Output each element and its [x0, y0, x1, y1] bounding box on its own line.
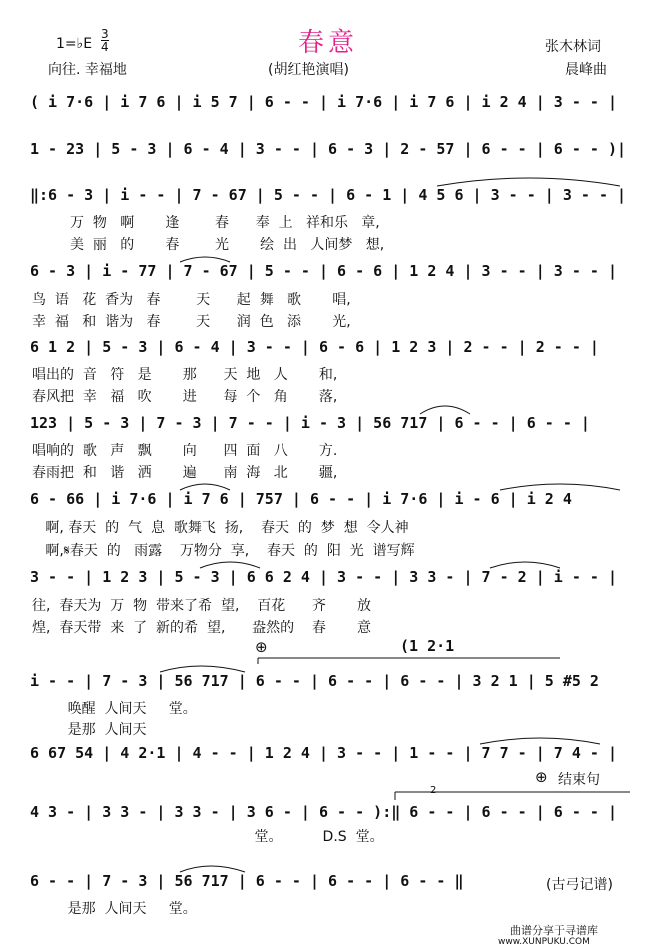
score-line-6: 123 | 5 - 3 | 7 - 3 | 7 - - | i - 3 | 56 717 | 6 - - | 6 - - |	[30, 414, 590, 432]
composer: 晨峰曲	[565, 62, 607, 78]
lyric-3b: 美 丽 的 春 光 绘 出 人间梦 想,	[70, 237, 385, 253]
lyricist: 张木林词	[545, 39, 601, 55]
mood-marking: 向往. 幸福地	[48, 62, 127, 78]
time-signature: 3 4	[101, 27, 109, 54]
lyric-12a: 是那 人间天 堂。	[32, 901, 197, 917]
score-line-11: 4 3 - | 3 3 - | 3 3 - | 3 6 - | 6 - - ):‖ 6 - - | 6 - - | 6 - - |	[30, 803, 617, 821]
lyric-8a: 往, 春天为 万 物 带来了希 望, 百花 齐 放	[32, 598, 372, 614]
lyric-7b: 啊,𝄋春天 的 雨露 万物分 享, 春天 的 阳 光 谱写辉	[32, 543, 415, 559]
lyric-3a: 万 物 啊 逢 春 奉 上 祥和乐 章,	[70, 215, 380, 231]
coda-sign-2: ⊕	[535, 768, 548, 786]
singer: (胡红艳演唱)	[268, 62, 349, 78]
key-signature: 1=♭E	[56, 36, 93, 52]
lyric-5b: 春风把 幸 福 吹 进 每 个 角 落,	[32, 389, 338, 405]
bracket-prefix: (1 2·1	[400, 637, 455, 655]
page-title: 春意	[297, 28, 358, 58]
score-line-1: ( i 7·6 | i 7 6 | i 5 7 | 6 - - | i 7·6 | i 7 6 | i 2 4 | 3 - - |	[30, 93, 617, 111]
lyric-7a: 啊, 春天 的 气 息 歌舞飞 扬, 春天 的 梦 想 令人神	[32, 520, 409, 536]
lyric-11a: 堂。 D.S 堂。	[32, 829, 384, 845]
share-watermark: 曲谱分享于寻谱库	[510, 924, 598, 937]
score-line-5: 6 1 2 | 5 - 3 | 6 - 4 | 3 - - | 6 - 6 | 1 2 3 | 2 - - | 2 - - |	[30, 338, 599, 356]
lyric-6b: 春雨把 和 谐 洒 遍 南 海 北 疆,	[32, 465, 338, 481]
coda-sign-1: ⊕	[255, 638, 268, 656]
score-line-12: 6 - - | 7 - 3 | 56 717 | 6 - - | 6 - - | 6 - - ‖	[30, 872, 464, 890]
transcriber: (古弓记谱)	[546, 877, 613, 893]
site-url[interactable]: www.XUNPUKU.COM	[498, 937, 590, 947]
lyric-8b: 煌, 春天带 来 了 新的希 望, 盎然的 春 意	[32, 620, 372, 636]
score-line-3: ‖:6 - 3 | i - - | 7 - 67 | 5 - - | 6 - 1 | 4 5 6 | 3 - - | 3 - - |	[30, 186, 627, 204]
score-line-7: 6 - 66 | i 7·6 | i 7 6 | 757 | 6 - - | i 7·6 | i - 6 | i 2 4	[30, 490, 572, 508]
score-line-9: i - - | 7 - 3 | 56 717 | 6 - - | 6 - - | 6 - - | 3 2 1 | 5 #5 2	[30, 672, 599, 690]
score-line-10: 6 67 54 | 4 2·1 | 4 - - | 1 2 4 | 3 - - | 1 - - | 7 7 - | 7 4 - |	[30, 744, 617, 762]
lyric-4a: 鸟 语 花 香为 春 天 起 舞 歌 唱,	[32, 292, 351, 308]
score-line-4: 6 - 3 | i - 77 | 7 - 67 | 5 - - | 6 - 6 | 1 2 4 | 3 - - | 3 - - |	[30, 262, 617, 280]
lyric-9b: 是那 人间天	[32, 722, 147, 738]
ending-label: 结束句	[558, 772, 600, 788]
lyric-5a: 唱出的 音 符 是 那 天 地 人 和,	[32, 367, 338, 383]
lyric-6a: 唱响的 歌 声 飘 向 四 面 八 方.	[32, 443, 338, 459]
score-line-8: 3 - - | 1 2 3 | 5 - 3 | 6 6 2 4 | 3 - - | 3 3 - | 7 - 2 | i - - |	[30, 568, 617, 586]
lyric-9a: 唤醒 人间天 堂。	[32, 701, 197, 717]
lyric-4b: 幸 福 和 谐为 春 天 润 色 添 光,	[32, 314, 351, 330]
score-line-2: 1 - 23 | 5 - 3 | 6 - 4 | 3 - - | 6 - 3 | 2 - 57 | 6 - - | 6 - - )|	[30, 140, 627, 158]
volta-number: 2	[430, 785, 437, 796]
